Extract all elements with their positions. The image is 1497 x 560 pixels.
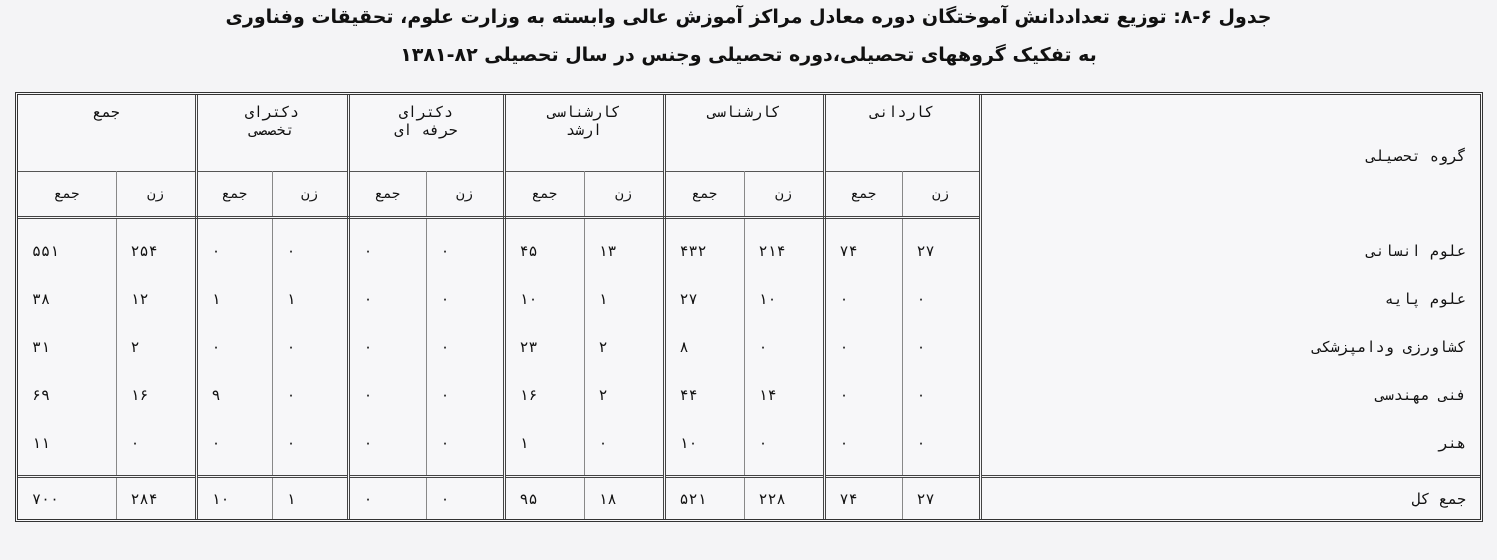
cell: ۰	[272, 227, 348, 275]
header-level-master-l1: کارشناسی	[547, 103, 621, 121]
cell: ۳۱	[32, 338, 51, 357]
cell: ۰	[196, 227, 272, 275]
header-level-phd	[196, 95, 348, 172]
total-cell: ۰	[426, 477, 504, 519]
subheader-total: جمع	[196, 172, 272, 218]
table-row	[18, 419, 1480, 467]
cell: ۰	[116, 419, 196, 467]
header-level-master-l2: ارشد	[565, 121, 603, 139]
cell: ۱	[504, 419, 584, 467]
table-title-line2: به تفکیک گروههای تحصیلی،دوره تحصیلی وجنس در سال تحصیلی ۸۲-۱۳۸۱	[400, 44, 1097, 66]
subheader-total: جمع	[824, 172, 902, 218]
cell: ۱۰	[664, 419, 744, 467]
cell: ۰	[272, 419, 348, 467]
header-level-sum	[18, 95, 196, 172]
header-level-prof-doctorate	[348, 95, 504, 172]
row-group: علوم پایه	[980, 275, 1480, 323]
total-cell: ۱	[272, 477, 348, 519]
cell: ۷۴	[824, 227, 902, 275]
cell: ۶۹	[32, 386, 51, 405]
header-level-associate	[824, 95, 980, 172]
table-row	[18, 371, 1480, 419]
cell: ۰	[824, 419, 902, 467]
cell: ۵۵۱	[32, 242, 60, 261]
cell: ۰	[426, 275, 504, 323]
cell: ۰	[348, 275, 426, 323]
cell: ۲۷	[902, 227, 980, 275]
cell: ۴۴	[664, 371, 744, 419]
cell: ۱۰	[504, 275, 584, 323]
header-level-bachelor	[664, 95, 824, 172]
cell: ۰	[426, 227, 504, 275]
header-group: گروه تحصیلی	[980, 95, 1480, 218]
cell: ۰	[824, 323, 902, 371]
header-level-bachelor-l1: کارشناسی	[707, 103, 781, 121]
cell: ۱۲	[116, 275, 196, 323]
cell: ۱	[196, 275, 272, 323]
cell: ۰	[272, 371, 348, 419]
cell: ۹	[196, 371, 272, 419]
cell: ۰	[272, 323, 348, 371]
cell: ۰	[348, 371, 426, 419]
cell: ۰	[902, 323, 980, 371]
header-level-master	[504, 95, 664, 172]
subheader-total: جمع	[504, 172, 584, 218]
cell: ۰	[196, 323, 272, 371]
total-cell: ۱۰	[196, 477, 272, 519]
cell: ۰	[196, 419, 272, 467]
subheader-total: جمع	[348, 172, 426, 218]
cell: ۱۴	[744, 371, 824, 419]
cell: ۰	[902, 371, 980, 419]
cell: ۱	[272, 275, 348, 323]
cell: ۱۰	[744, 275, 824, 323]
total-row	[18, 477, 1480, 519]
total-cell: ۰	[348, 477, 426, 519]
cell: ۰	[744, 323, 824, 371]
header-level-sum-l1: جمع	[92, 103, 120, 121]
subheader-total: جمع	[664, 172, 744, 218]
total-cell: ۹۵	[504, 477, 584, 519]
cell: ۸	[664, 323, 744, 371]
table-row	[18, 227, 1480, 275]
cell: ۱	[584, 275, 664, 323]
cell: ۰	[426, 323, 504, 371]
cell: ۲۵۴	[116, 227, 196, 275]
table-title-line1: جدول ۶-۸: توزیع تعداددانش آموختگان دوره معادل مراکز آموزش عالی وابسته به وزارت علوم، تحقیقات وفناوری	[225, 6, 1272, 28]
total-label: جمع کل	[980, 477, 1480, 519]
header-level-phd-l2: تخصصی	[249, 121, 295, 139]
cell: ۰	[824, 371, 902, 419]
cell: ۰	[584, 419, 664, 467]
cell: ۱۱	[32, 433, 51, 452]
subheader-female: زن	[902, 172, 980, 218]
cell: ۰	[426, 371, 504, 419]
cell: ۲۱۴	[744, 227, 824, 275]
cell: ۴۳۲	[664, 227, 744, 275]
header-level-prof-doctorate-l2: حرفه ای	[394, 121, 458, 139]
total-cell: ۲۸۴	[116, 477, 196, 519]
table-row	[18, 275, 1480, 323]
cell: ۰	[824, 275, 902, 323]
cell: ۲	[116, 323, 196, 371]
cell: ۰	[348, 227, 426, 275]
graduates-table	[18, 95, 1480, 519]
cell: ۱۶	[504, 371, 584, 419]
subheader-female: زن	[744, 172, 824, 218]
cell: ۲۳	[504, 323, 584, 371]
cell: ۰	[348, 323, 426, 371]
total-cell: ۱۸	[584, 477, 664, 519]
cell: ۲	[584, 323, 664, 371]
cell: ۴۵	[504, 227, 584, 275]
header-level-phd-l1: دکترای	[244, 103, 300, 121]
total-cell: ۲۲۸	[744, 477, 824, 519]
row-group: فنی مهندسی	[980, 371, 1480, 419]
header-level-associate-l1: کاردانی	[870, 103, 934, 121]
cell: ۲	[584, 371, 664, 419]
subheader-female: زن	[584, 172, 664, 218]
subheader-total: جمع	[18, 172, 116, 218]
row-group: کشاورزی ودامپزشکی	[980, 323, 1480, 371]
cell: ۰	[902, 275, 980, 323]
total-cell: ۷۰۰	[18, 477, 116, 519]
cell: ۰	[902, 419, 980, 467]
cell: ۰	[348, 419, 426, 467]
total-cell: ۲۷	[902, 477, 980, 519]
row-group: هنر	[980, 419, 1480, 467]
table-row	[18, 323, 1480, 371]
statistics-table-frame	[15, 92, 1483, 522]
cell: ۰	[744, 419, 824, 467]
subheader-female: زن	[426, 172, 504, 218]
cell: ۰	[426, 419, 504, 467]
subheader-female: زن	[116, 172, 196, 218]
cell: ۱۳	[584, 227, 664, 275]
cell: ۳۸	[32, 290, 51, 309]
cell: ۲۷	[664, 275, 744, 323]
total-cell: ۵۲۱	[664, 477, 744, 519]
cell: ۱۶	[116, 371, 196, 419]
subheader-female: زن	[272, 172, 348, 218]
total-cell: ۷۴	[824, 477, 902, 519]
header-level-prof-doctorate-l1: دکترای	[398, 103, 454, 121]
row-group: علوم انسانی	[980, 227, 1480, 275]
